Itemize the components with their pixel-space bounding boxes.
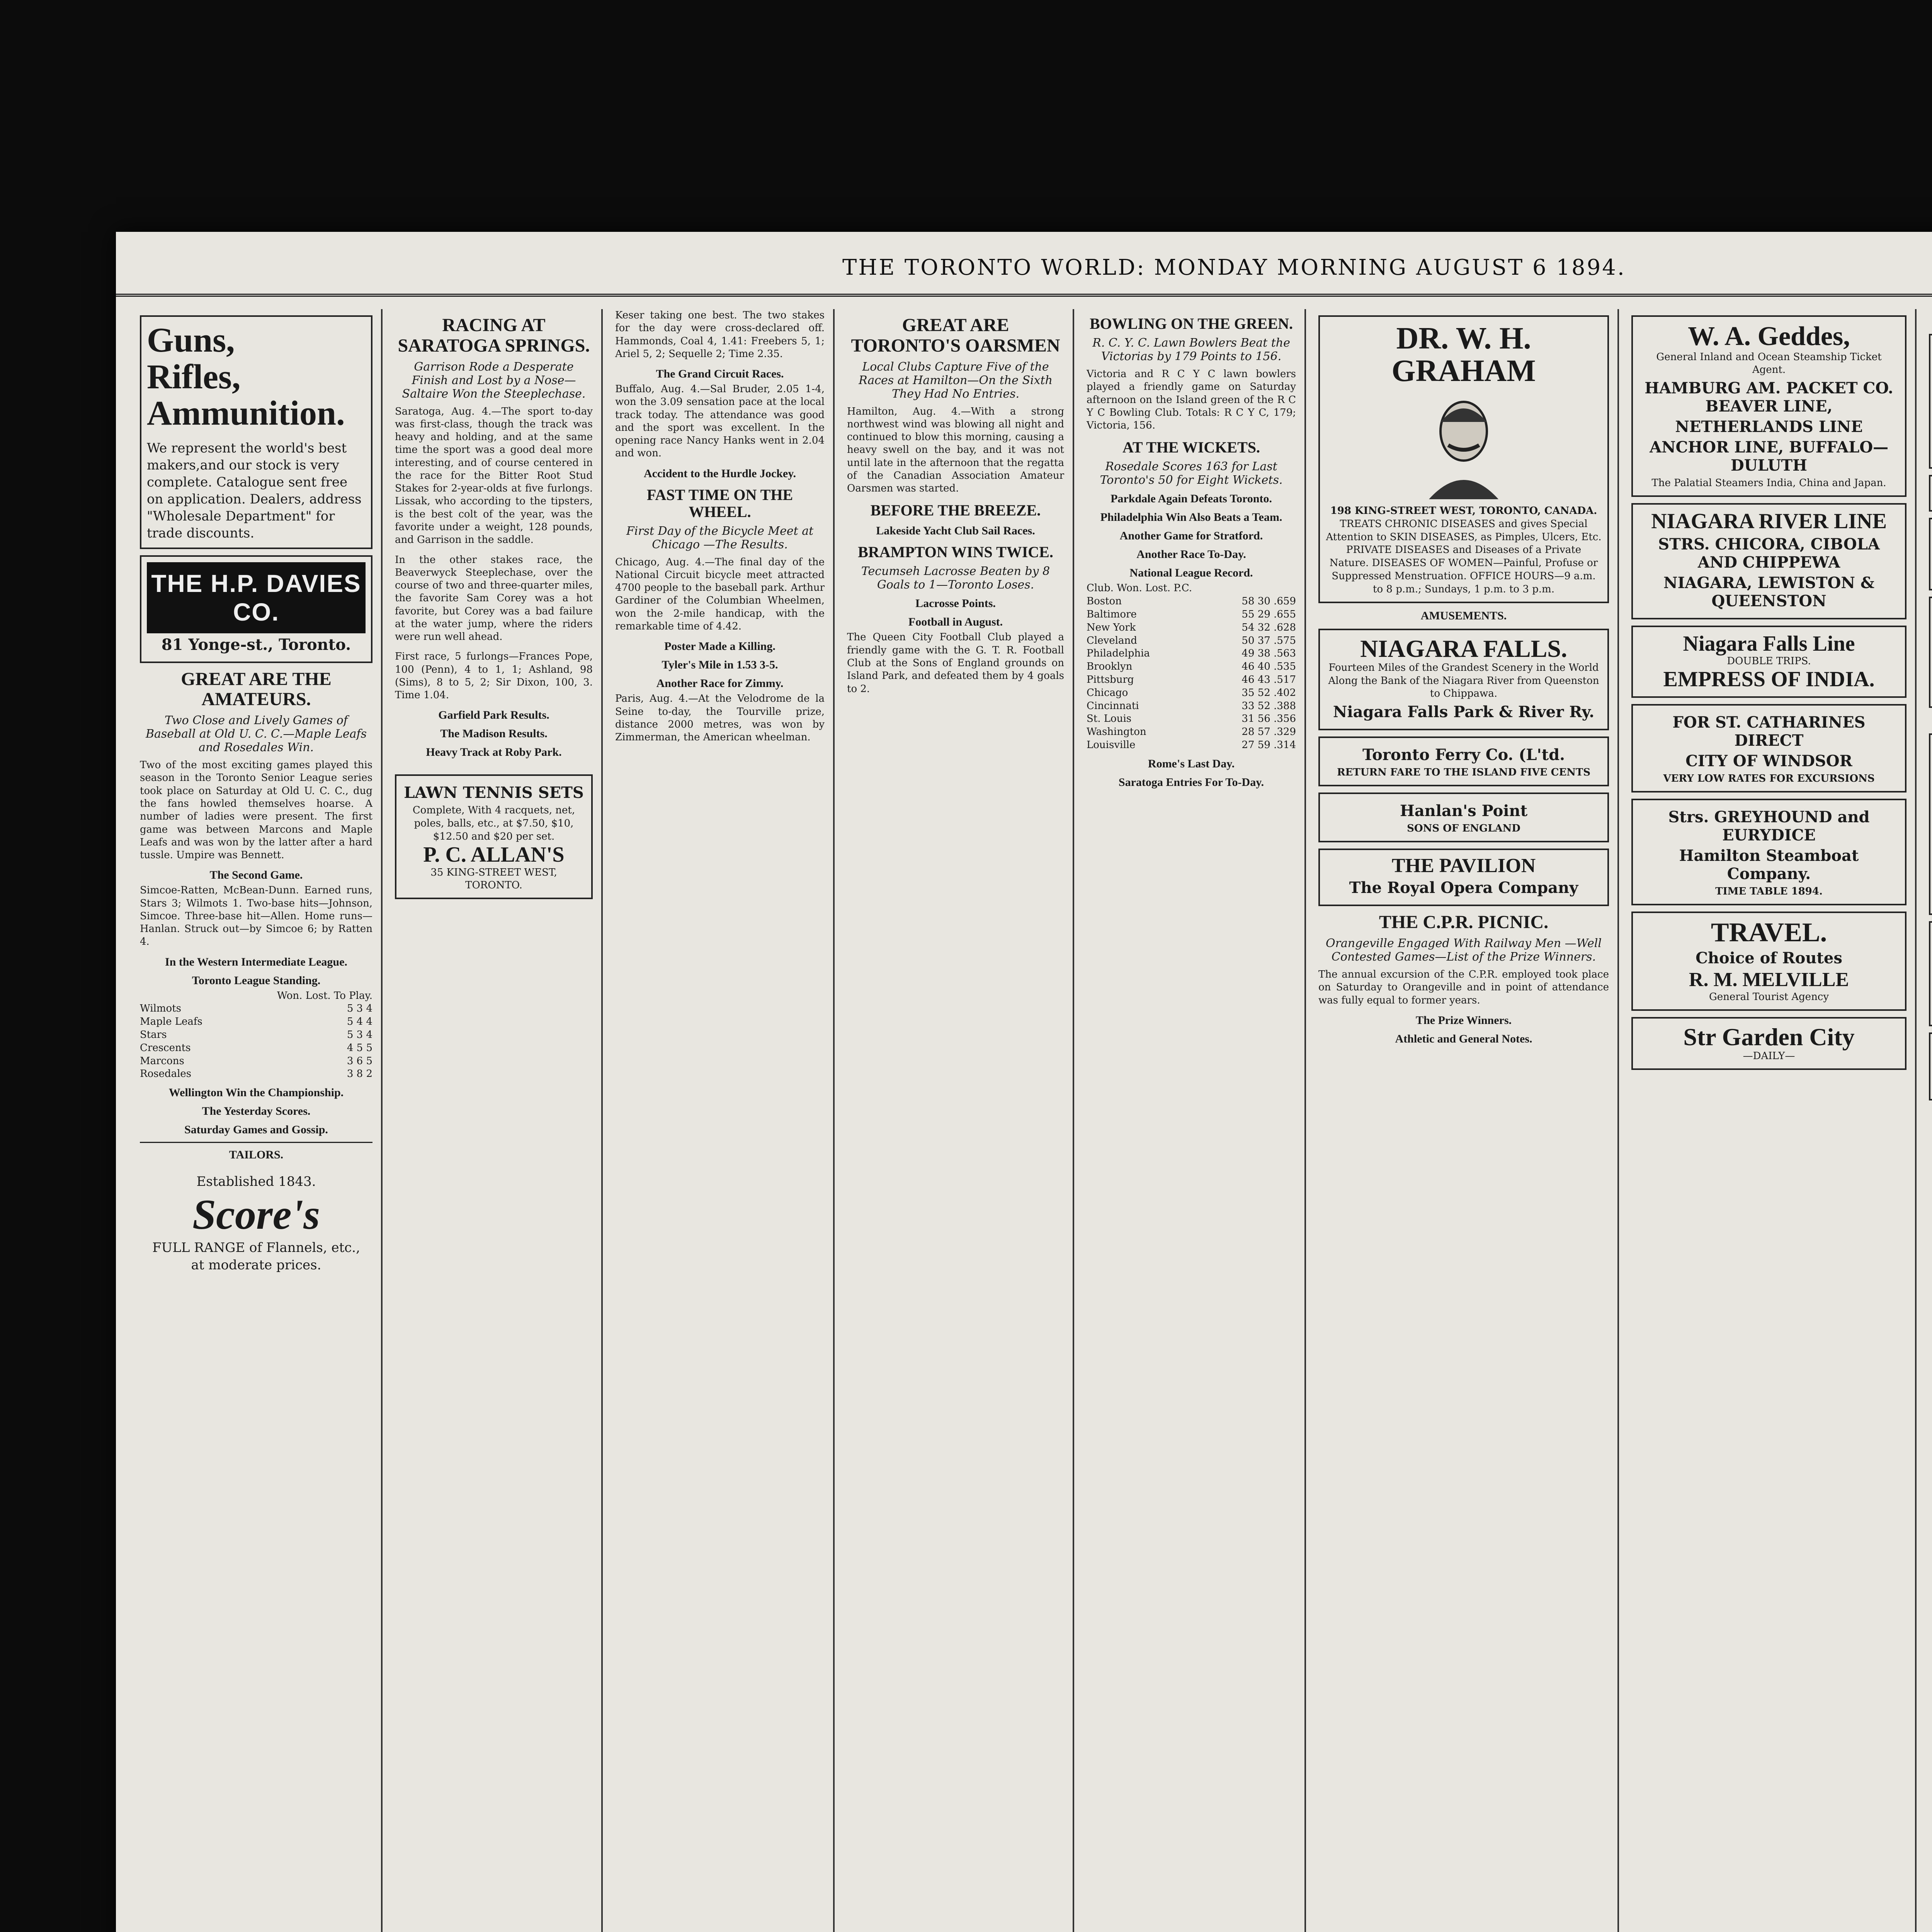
club-name: Brooklyn [1087, 661, 1133, 673]
lawn-tennis-heading: LAWN TENNIS SETS [404, 784, 584, 802]
club-name: New York [1087, 621, 1136, 633]
garden-city-ad [1631, 1017, 1906, 1070]
club-record: 35 52 .402 [1242, 687, 1296, 699]
intercolonial-ad [1929, 1032, 1932, 1100]
lawn-tennis-ad [395, 774, 593, 899]
niagara-ad [1318, 629, 1609, 731]
scores-text: FULL RANGE of Flannels, etc., at moderate prices. [152, 1240, 360, 1273]
club-record: 31 56 .356 [1242, 713, 1296, 725]
headline-saratoga: RACING AT SARATOGA SPRINGS. [398, 315, 590, 356]
column-7 [1623, 309, 1917, 1932]
headline-brampton: BRAMPTON WINS TWICE. [858, 543, 1053, 561]
league-row [1087, 700, 1296, 713]
pavilion-sub: The Royal Opera Company [1349, 879, 1578, 897]
team-record: 5 4 4 [347, 1016, 372, 1028]
club-record: 58 30 .659 [1242, 595, 1296, 607]
section-league: National League Record. [1129, 566, 1253, 580]
guns-ad-text: We represent the world's best makers,and our stock is very complete. Catalogue sent free on application. Dealers, address "Wholesale Department" for trade discounts. [147, 440, 362, 541]
column-5 [1078, 309, 1306, 1932]
standing-header: Won. Lost. To Play. [277, 990, 372, 1002]
guns-ad-line3: Ammunition. [147, 394, 345, 432]
quebec-ad [1929, 475, 1932, 512]
club-name: St. Louis [1087, 713, 1132, 725]
hamburg-line: HAMBURG AM. PACKET CO. BEAVER LINE, [1645, 379, 1893, 416]
league-row [1087, 739, 1296, 752]
niagara-falls-line-sub: DOUBLE TRIPS. [1727, 655, 1811, 667]
davies-ad [140, 555, 372, 663]
column-6 [1310, 309, 1619, 1932]
team-name: Wilmots [140, 1003, 181, 1015]
travel-ad [1631, 912, 1906, 1011]
article-zimmy: Paris, Aug. 4.—At the Velodrome de la Seine to-day, the Tourville prize, distance 2000 metres, was won by Zimmerman, the American wheelman. [615, 693, 828, 743]
section-tyler: Tyler's Mile in 1.53 3-5. [662, 658, 778, 672]
melville-sub: General Tourist Agency [1709, 991, 1829, 1003]
article-amateurs: Two of the most exciting games played this season in the Toronto Senior League series took place on Saturday at Old U. C. C., dug the fans howled themselves hoarse. A number of ladies were present. The first game was between Marcons and Maple Leafs and was won by the latter after a hard tussle. Umpire was Bennett. [140, 759, 376, 861]
travel-heading: TRAVEL. [1711, 917, 1827, 947]
tailors-heading: TAILORS. [229, 1148, 284, 1162]
guns-ad-line1: Guns, [147, 321, 235, 359]
section-philadelphia: Philadelphia Win Also Beats a Team. [1100, 511, 1282, 524]
section-wellington: Wellington Win the Championship. [168, 1086, 344, 1099]
team-name: Rosedales [140, 1068, 192, 1080]
niagara-river-ad [1631, 503, 1906, 619]
spring-sailings-heading [1929, 714, 1932, 727]
filler-text: Simcoe-Ratten, McBean-Dunn. Earned runs, Stars 3; Wilmots 1. Two-base hits—Johnson, Simcoe. Three-base hit—Allen. Home runs—Hanlan. Struck out—by Simcoe 6; by Ratten 4. [140, 884, 376, 948]
scores-ad [140, 1168, 372, 1279]
club-name: Baltimore [1087, 608, 1137, 620]
hamilton-heading: Hamilton Steamboat Company. [1679, 846, 1859, 883]
masthead-title: THE TORONTO WORLD: MONDAY MORNING AUGUST 6 1894. [842, 255, 1626, 280]
amusements-heading: AMUSEMENTS. [1420, 609, 1507, 622]
league-table [1087, 595, 1296, 752]
guns-ad-line2: Rifles, [147, 357, 241, 396]
league-header: Club. Won. Lost. P.C. [1087, 582, 1192, 594]
column-3 [607, 309, 835, 1932]
article-picnic: The annual excursion of the C.P.R. employed took place on Saturday to Orangeville and in point of attendance was fully equal to former years. [1318, 969, 1612, 1006]
team-name: Maple Leafs [140, 1016, 202, 1028]
grand-trunk-ad [1929, 733, 1932, 915]
palatial-steamers: The Palatial Steamers India, China and Japan. [1651, 477, 1886, 489]
subhead-tecumseh: Tecumseh Lacrosse Beaten by 8 Goals to 1—Toronto Loses. [861, 565, 1050, 592]
club-name: Chicago [1087, 687, 1128, 699]
club-record: 27 59 .314 [1242, 739, 1296, 751]
greyhound-heading: Strs. GREYHOUND and EURYDICE [1668, 808, 1870, 844]
section-madison: The Madison Results. [440, 727, 548, 740]
allan-address: 35 KING-STREET WEST, TORONTO. [430, 866, 557, 891]
headline-fast-time: FAST TIME ON THE WHEEL. [646, 486, 793, 520]
scores-established: Established 1843. [196, 1174, 316, 1190]
hanlans-sub: SONS OF ENGLAND [1407, 822, 1520, 834]
headline-breeze: BEFORE THE BREEZE. [870, 502, 1041, 519]
team-name: Crescents [140, 1042, 191, 1054]
standing-row [140, 1055, 372, 1068]
garden-city-heading: Str Garden City [1683, 1023, 1855, 1051]
team-record: 4 5 5 [347, 1042, 372, 1054]
anchor-line: ANCHOR LINE, BUFFALO—DULUTH [1649, 438, 1889, 475]
section-lakeside: Lakeside Yacht Club Sail Races. [876, 524, 1035, 537]
club-record: 46 43 .517 [1242, 673, 1296, 685]
scores-logo: Score's [192, 1191, 320, 1238]
divider [140, 1142, 372, 1143]
melville-heading: R. M. MELVILLE [1689, 969, 1849, 991]
article-saratoga-summary: First race, 5 furlongs—Frances Pope, 100 (Penn), 4 to 1, 1; Ashland, 98 (Sims), 8 to 5, 2; Sir Dixon, 100, 3. Time 1.04. [395, 651, 596, 701]
empress-heading: EMPRESS OF INDIA. [1663, 667, 1875, 692]
headline-amateurs: GREAT ARE THE AMATEURS. [181, 668, 332, 710]
league-row [1087, 621, 1296, 634]
club-name: Cincinnati [1087, 700, 1139, 712]
article-bicycle: Chicago, Aug. 4.—The final day of the National Circuit bicycle meet attracted 4700 people to the baseball park. Arthur Gardiner of the Columbian Wheelmen, won the 2-mile handicap, with the remarkable time of 4.42. [615, 556, 828, 632]
niagara-river-sub: STRS. CHICORA, CIBOLA AND CHIPPEWA [1658, 535, 1880, 571]
davies-logo: THE H.P. DAVIES CO. [147, 562, 366, 633]
graham-ad [1318, 315, 1609, 603]
geddes-ad [1631, 315, 1906, 497]
league-row [1087, 673, 1296, 687]
standing-row [140, 1015, 372, 1029]
subhead-oarsmen: Local Clubs Capture Five of the Races at Hamilton—On the Sixth They Had No Entries. [859, 360, 1053, 401]
section-standing: Toronto League Standing. [192, 974, 321, 987]
club-name: Cleveland [1087, 634, 1137, 646]
section-parkdale: Parkdale Again Defeats Toronto. [1111, 492, 1272, 505]
newspaper-page [116, 232, 1932, 1932]
subhead-saratoga: Garrison Rode a Desperate Finish and Lost by a Nose—Saltaire Won the Steeplechase. [402, 360, 586, 401]
club-record: 28 57 .329 [1242, 726, 1296, 738]
club-name: Philadelphia [1087, 648, 1150, 660]
anchor-ad [1929, 518, 1932, 590]
st-catharines-heading: FOR ST. CATHARINES DIRECT [1672, 713, 1866, 750]
subhead-picnic: Orangeville Engaged With Railway Men —Well Contested Games—List of the Prize Winners. [1325, 937, 1602, 964]
windsor-heading: CITY OF WINDSOR [1685, 752, 1852, 770]
team-name: Stars [140, 1029, 167, 1041]
section-saratoga-entries: Saratoga Entries For To-Day. [1118, 776, 1264, 789]
league-row [1087, 647, 1296, 660]
standing-row [140, 1068, 372, 1081]
atlantic-ad [1929, 334, 1932, 469]
section-another-race: Another Race To-Day. [1136, 548, 1246, 561]
traffic-heading [1929, 315, 1932, 328]
subhead-rosedale: Rosedale Scores 163 for Last Toronto's 50 for Eight Wickets. [1100, 460, 1283, 487]
hanlans-ad [1318, 793, 1609, 842]
section-garfield: Garfield Park Results. [438, 709, 549, 722]
club-record: 33 52 .388 [1242, 700, 1296, 712]
headline-bowling: BOWLING ON THE GREEN. [1089, 315, 1293, 332]
standing-row [140, 1029, 372, 1042]
club-name: Boston [1087, 595, 1122, 607]
section-athletic: Athletic and General Notes. [1395, 1032, 1532, 1045]
article-bowling: Victoria and R C Y C lawn bowlers played a friendly game on Saturday afternoon on the Island green of the R C Y C Bowling Club. Totals: R C Y C, 179; Victoria, 156. [1087, 368, 1299, 432]
cpr-ad [1929, 921, 1932, 1026]
column-8 [1920, 309, 1932, 1932]
niagara-river-heading: NIAGARA RIVER LINE [1651, 509, 1887, 533]
article-grand-circuit: Buffalo, Aug. 4.—Sal Bruder, 2.05 1-4, won the 3.09 sensation pace at the local track today. The attendance was good and the sport was excellent. In the opening race Nancy Hanks went in 2.04 and won. [615, 383, 828, 459]
graham-name: DR. W. H. GRAHAM [1391, 321, 1536, 388]
club-record: 54 32 .628 [1242, 621, 1296, 633]
allan-name: P. C. ALLAN'S [423, 842, 565, 867]
article-football: The Queen City Football Club played a friendly game with the G. T. R. Football Club at the Sons of England grounds on Island Park, and defeated them by 4 goals to 2. [847, 631, 1068, 695]
masthead [116, 247, 1932, 297]
ferry-heading: Toronto Ferry Co. (L'td. [1362, 746, 1565, 764]
niagara-heading: NIAGARA FALLS. [1360, 634, 1567, 662]
league-row [1087, 726, 1296, 739]
guns-ad [140, 315, 372, 549]
club-record: 50 37 .575 [1242, 634, 1296, 646]
club-record: 46 40 .535 [1242, 661, 1296, 673]
niagara-lewiston: NIAGARA, LEWISTON & QUEENSTON [1663, 573, 1874, 610]
team-record: 3 8 2 [347, 1068, 372, 1080]
ferry-ad [1318, 736, 1609, 786]
headline-picnic: THE C.P.R. PICNIC. [1379, 912, 1549, 933]
lines-ad [1929, 597, 1932, 708]
section-intermediate: In the Western Intermediate League. [165, 955, 347, 968]
ferry-text: RETURN FARE TO THE ISLAND FIVE CENTS [1337, 767, 1591, 779]
league-row [1087, 608, 1296, 621]
geddes-heading: W. A. Geddes, [1688, 321, 1850, 351]
niagara-falls-line-heading: Niagara Falls Line [1683, 631, 1855, 656]
portrait-engraving [1417, 391, 1510, 499]
section-stratford: Another Game for Stratford. [1119, 529, 1263, 543]
team-name: Marcons [140, 1055, 184, 1067]
columns [131, 309, 1932, 1932]
column-1 [131, 309, 383, 1932]
article-saratoga-2: In the other stakes race, the Beaverwyck Steeplechase, over the course of two and three-quarter miles, the favorite Sam Corey was a hot favorite, but Corey was a bad failure at the water jump, where the riders were run well ahead. [395, 554, 596, 643]
league-row [1087, 713, 1296, 726]
section-second-game: The Second Game. [209, 869, 303, 882]
club-name: Pittsburg [1087, 673, 1134, 685]
subhead-bowling: R. C. Y. C. Lawn Bowlers Beat the Victorias by 179 Points to 156. [1092, 336, 1290, 363]
section-grand-circuit: The Grand Circuit Races. [656, 367, 784, 381]
timetable-heading: TIME TABLE 1894. [1715, 885, 1823, 897]
section-lacrosse: Lacrosse Points. [915, 597, 996, 610]
niagara-park: Niagara Falls Park & River Ry. [1333, 703, 1595, 721]
niagara-text: Fourteen Miles of the Grandest Scenery in the World Along the Bank of the Niagara River from Queenston to Chippawa. [1328, 662, 1599, 700]
pavilion-ad [1318, 849, 1609, 906]
hanlans-heading: Hanlan's Point [1400, 801, 1528, 820]
graham-text: TREATS CHRONIC DISEASES and gives Special Attention to SKIN DISEASES, as Pimples, Ulcers, Etc. PRIVATE DISEASES and Diseases of a Private Nature. DISEASES OF WOMEN—Painful, Profuse or Suppressed Menstruation. OFFICE HOURS—9 a.m. to 8 p.m.; Sundays, 1 p.m. to 3 p.m. [1326, 518, 1602, 595]
column-4 [838, 309, 1074, 1932]
section-roby: Heavy Track at Roby Park. [426, 746, 562, 759]
niagara-falls-line-ad [1631, 626, 1906, 698]
league-row [1087, 660, 1296, 673]
standing-row [140, 1002, 372, 1015]
club-record: 49 38 .563 [1242, 648, 1296, 660]
article-saratoga: Saratoga, Aug. 4.—The sport to-day was first-class, though the track was heavy and holding, and at the same time the sport was a good deal more interesting, and of course centered in the race for the Bitter Root Stud Stakes for 2-year-olds at five furlongs. Lissak, who according to the tipsters, is the best colt of the year, was the favorite under a weight, 128 pounds, and Garrison in the saddle. [395, 405, 596, 546]
lawn-tennis-text: Complete, With 4 racquets, net, poles, balls, etc., at $7.50, $10, $12.50 and $20 per set. [412, 804, 575, 843]
section-saturday: Saturday Games and Gossip. [184, 1123, 328, 1136]
headline-wickets: AT THE WICKETS. [1122, 439, 1260, 456]
section-football: Football in August. [908, 616, 1003, 629]
team-record: 3 6 5 [347, 1055, 372, 1067]
subhead-amateurs: Two Close and Lively Games of Baseball at Old U. C. C.—Maple Leafs and Rosedales Win. [145, 714, 367, 755]
section-prizes: The Prize Winners. [1415, 1014, 1512, 1027]
greyhound-ad [1631, 799, 1906, 905]
standing-row [140, 1042, 372, 1055]
low-rates: VERY LOW RATES FOR EXCURSIONS [1663, 773, 1875, 785]
league-row [1087, 634, 1296, 648]
section-accident: Accident to the Hurdle Jockey. [643, 467, 796, 480]
column-2 [386, 309, 603, 1932]
club-name: Washington [1087, 726, 1146, 738]
section-yesterday: The Yesterday Scores. [202, 1105, 311, 1118]
garden-city-sub: —DAILY— [1743, 1050, 1795, 1062]
league-row [1087, 595, 1296, 608]
davies-address: 81 Yonge-st., Toronto. [161, 635, 351, 654]
travel-sub: Choice of Routes [1696, 949, 1842, 968]
st-catharines-ad [1631, 704, 1906, 793]
article-top: Keser taking one best. The two stakes for the day were cross-declared off. Hammonds, Coal 4, 1.41: Freebers 5, 1; Ariel 5, 2; Sequelle 2; Time 2.35. [615, 310, 828, 360]
headline-oarsmen: GREAT ARE TORONTO'S OARSMEN [851, 315, 1060, 356]
team-record: 5 3 4 [347, 1003, 372, 1015]
article-oarsmen: Hamilton, Aug. 4.—With a strong northwest wind was blowing all night and continued to blow this morning, causing a heavy swell on the bay, and it was not until late in the afternoon that the regatta of the Canadian Association Amateur Oarsmen was started. [847, 405, 1068, 495]
section-poster: Poster Made a Killing. [664, 640, 776, 653]
subhead-first-day: First Day of the Bicycle Meet at Chicago —The Results. [626, 524, 814, 551]
netherlands-line: NETHERLANDS LINE [1675, 418, 1863, 436]
section-rome: Rome's Last Day. [1148, 757, 1235, 770]
team-record: 5 3 4 [347, 1029, 372, 1041]
league-row [1087, 687, 1296, 700]
club-name: Louisville [1087, 739, 1136, 751]
pavilion-heading: THE PAVILION [1391, 854, 1536, 877]
club-record: 55 29 .655 [1242, 608, 1296, 620]
graham-address: 198 KING-STREET WEST, TORONTO, CANADA. [1330, 505, 1597, 517]
geddes-sub: General Inland and Ocean Steamship Ticket Agent. [1656, 351, 1882, 376]
standing-table [140, 1002, 372, 1081]
section-zimmy: Another Race for Zimmy. [656, 677, 784, 690]
